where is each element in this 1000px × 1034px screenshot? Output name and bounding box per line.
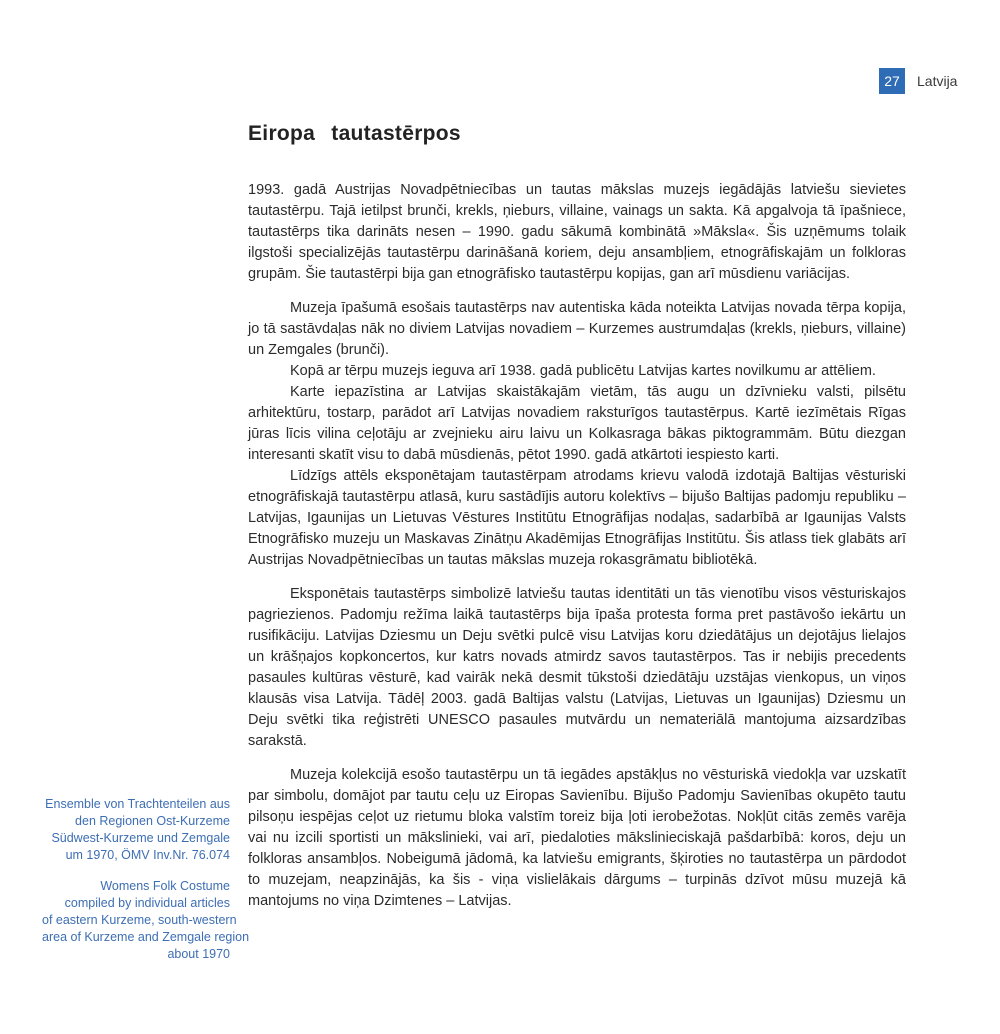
paragraph-5: Līdzīgs attēls eksponētajam tautastērpam atrodams krievu valodā izdotajā Baltijas vēsturiski etnogrāfiskajā tautastērpu atlasā, kuru sastādījis autoru kolektīvs – bijušo Baltijas padomju republiku – Latvijas, Igaunijas un Lietuvas Vēstures Institūtu Etnogrāfijas nodaļas, sadarbībā ar Igaunijas Valsts Etnogrāfisko muzeju un Maskavas Zinātņu Akadēmijas Etnogrāfijas Institūtu. Šis atlass tiek glabāts arī Austrijas Novadpētniecības un tautas mākslas muzeja rokasgrāmatu bibliotēkā.	[248, 468, 906, 568]
article-body	[248, 122, 906, 912]
caption-line: compiled by individual articles	[64, 896, 230, 910]
page-number-badge	[879, 68, 905, 94]
caption-line: den Regionen Ost-Kurzeme	[75, 814, 230, 828]
caption-line: Ensemble von Trachtenteilen aus	[45, 797, 230, 811]
page-header	[879, 68, 957, 94]
caption-line: area of Kurzeme and Zemgale region	[42, 930, 250, 944]
caption-line: um 1970, ÖMV Inv.Nr. 76.074	[65, 848, 230, 862]
paragraph-7: Muzeja kolekcijā esošo tautastērpu un tā iegādes apstākļus no vēsturiskā viedokļa var uzskatīt par simbolu, domājot par tautu ceļu uz Eiropas Savienību. Bijušo Padomju Savienības okupēto tautu pilsoņu iespējas ceļot uz rietumu bloka valstīm toreiz bija ļoti ierobežotas. Nokļūt citās zemēs varēja vai nu izcili sportisti un mākslinieki, vai arī, piedaloties mākslinieciskajā pašdarbībā: koros, deju un folkloras ansambļos. Nobeigumā jādomā, ka latviešu emigrants, šķiroties no tautastērpa un pārdodot to muzejam, neapzinājās, ka šis - viņa vislielākais dārgums – turpinās dzīvot mūsu muzejā kā mantojums no viņa Dzimtenes – Latvijas.	[248, 767, 906, 909]
caption-line: Südwest-Kurzeme und Zemgale	[51, 831, 230, 845]
paragraph-4: Karte iepazīstina ar Latvijas skaistākajām vietām, tās augu un dzīvnieku valsti, pilsētu arhitektūru, tostarp, parādot arī Latvijas novadiem raksturīgos tautastērpus. Kartē iezīmētais Rīgas jūras līcis vilina ceļotāju ar zvejnieku airu laivu un Kolkasraga bākas piktogrammām. Būtu diezgan interesanti skatīt visu to dabā mūsdienās, pētot 1990. gadā atkārtoti iespiesto karti.	[248, 384, 906, 463]
paragraph-1: 1993. gadā Austrijas Novadpētniecības un tautas mākslas muzejs iegādājās latviešu sievietes tautastērpu. Tajā ietilpst brunči, krekls, ņieburs, villaine, vainags un sakta. Kā apgalvoja tā īpašniece, tautastērps tika darināts nesen – 1990. gadu sākumā kombinātā »Māksla«. Šis uzņēmums tolaik ilgstoši specializējās tautastērpu darināšanā koriem, deju ansambļiem, etnogrāfiskajām un folkloras grupām. Šie tautastērpi bija gan etnogrāfisko tautastērpu kopijas, gan arī mūsdienu variācijas.	[248, 182, 906, 282]
region-label: Latvija	[917, 73, 958, 89]
caption-line: Womens Folk Costume	[100, 879, 230, 893]
caption-english	[42, 878, 250, 963]
caption-line: of eastern Kurzeme, south-western	[42, 913, 237, 927]
paragraph-2: Muzeja īpašumā esošais tautastērps nav autentiska kāda noteikta Latvijas novada tērpa kopija, jo tā sastāvdaļas nāk no diviem Latvijas novadiem – Kurzemes austrumdaļas (krekls, ņieburs, villaine) un Zemgales (brunči).	[248, 300, 906, 358]
photo-caption	[42, 796, 250, 977]
paragraph-6: Eksponētais tautastērps simbolizē latviešu tautas identitāti un tās vienotību visos vēsturiskajos pagriezienos. Padomju režīma laikā tautastērps bija īpaša protesta forma pret pastāvošo iekārtu un rusifikāciju. Latvijas Dziesmu un Deju svētki pulcē visu Latvijas koru dziedātājus un dejotājus lielajos un krāšņajos kopkoncertos, kur katrs novads atmirdz savos tautastērpos. Tas ir nebijis precedents pasaules kultūras vēsturē, kad vairāk nekā desmit tūkstoši dziedātāju uzstājas vienkopus, un viņos klausās visa Latvija. Tādēļ 2003. gadā Baltijas valstu (Latvijas, Lietuvas un Igaunijas) Dziesmu un Deju svētki tika reģistrēti UNESCO pasaules mutvārdu un nemateriālā mantojuma aizsardzības sarakstā.	[248, 586, 906, 749]
caption-line: about 1970	[167, 947, 230, 961]
caption-german	[42, 796, 230, 864]
page-number: 27	[884, 73, 900, 89]
article-title: Eiropa tautastērpos	[248, 122, 461, 145]
paragraph-3: Kopā ar tērpu muzejs ieguva arī 1938. gadā publicētu Latvijas kartes novilkumu ar attēliem.	[290, 363, 876, 379]
